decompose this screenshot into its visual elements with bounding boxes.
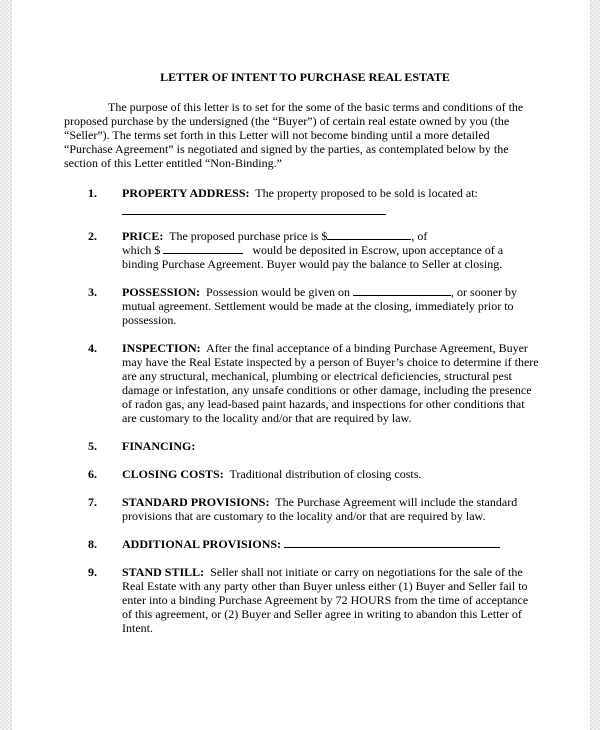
document-content (64, 70, 540, 649)
item-text: which $ (122, 243, 161, 257)
item-number: 8. (88, 537, 97, 551)
possession-date-field[interactable] (353, 285, 451, 296)
property-address-field[interactable] (122, 204, 386, 215)
item-heading: CLOSING COSTS: (122, 467, 224, 481)
item-text: The proposed purchase price is $ (169, 229, 328, 243)
item-text: Seller shall not initiate or carry on negotiations for the sale of the Real Estate with any party other than Buyer unless either (1) Buyer and Seller fail to enter into a binding Purchase Agreement by 72 HOURS from the time of acceptance of this agreement, or (2) Buyer and Seller agree in writing to abandon this Letter of Intent. (122, 565, 529, 635)
terms-list (64, 186, 540, 635)
item-text: After the final acceptance of a binding Purchase Agreement, Buyer may have the Real Estate inspected by a person of Buyer’s choice to determine if there are any structural, mechanical, plumbing or electrical deficiencies, structural pest damage or infestation, any unsafe conditions or other damage, including the presence of radon gas, any lead-based paint hazards, and inspections for other conditions that are customary to the locality and/or that are required by law. (122, 341, 539, 425)
item-heading: INSPECTION: (122, 341, 201, 355)
item-number: 4. (88, 341, 97, 355)
item-heading: STAND STILL: (122, 565, 205, 579)
item-heading: POSSESSION: (122, 285, 201, 299)
item-number: 7. (88, 495, 97, 509)
item-closing-costs (64, 467, 540, 481)
item-text: , or sooner by mutual agreement. Settlement would be made at the closing, immediately prior to possession. (122, 285, 518, 327)
item-heading: FINANCING: (122, 439, 196, 453)
item-heading: PROPERTY ADDRESS: (122, 186, 250, 200)
item-inspection (64, 341, 540, 425)
item-standard-provisions (64, 495, 540, 523)
item-heading: ADDITIONAL PROVISIONS: (122, 537, 282, 551)
item-heading: STANDARD PROVISIONS: (122, 495, 270, 509)
item-text: Traditional distribution of closing costs. (229, 467, 422, 481)
item-price (64, 229, 540, 271)
item-text: Possession would be given on (206, 285, 351, 299)
purchase-price-field[interactable] (327, 229, 411, 240)
item-financing (64, 439, 540, 453)
intro-paragraph: The purpose of this letter is to set for the some of the basic terms and conditions of the proposed purchase by the undersigned (the “Buyer”) of certain real estate owned by you (the “Seller”). The terms set forth in this Letter will not become binding until a more detailed “Purchase Agreement” is negotiated and signed by the parties, as contemplated below by the section of this Letter entitled “Non-Binding.” (64, 100, 524, 170)
item-number: 6. (88, 467, 97, 481)
item-number: 3. (88, 285, 97, 299)
item-text: The property proposed to be sold is located at: (255, 186, 478, 200)
item-stand-still (64, 565, 540, 635)
item-number: 9. (88, 565, 97, 579)
item-text: , of (411, 229, 428, 243)
item-number: 1. (88, 186, 97, 200)
item-additional-provisions (64, 537, 540, 551)
item-text: would be deposited in Escrow, upon acceptance of a binding Purchase Agreement. Buyer would pay the balance to Seller at closing. (122, 243, 504, 271)
document-title: LETTER OF INTENT TO PURCHASE REAL ESTATE (160, 70, 450, 84)
item-number: 5. (88, 439, 97, 453)
item-possession (64, 285, 540, 327)
additional-provisions-field[interactable] (284, 537, 500, 548)
item-number: 2. (88, 229, 97, 243)
deposit-amount-field[interactable] (163, 243, 243, 254)
document-page (12, 0, 590, 730)
item-property-address (64, 186, 540, 215)
item-text: The Purchase Agreement will include the standard provisions that are customary to the locality and/or that are required by law. (122, 495, 518, 523)
item-heading: PRICE: (122, 229, 164, 243)
